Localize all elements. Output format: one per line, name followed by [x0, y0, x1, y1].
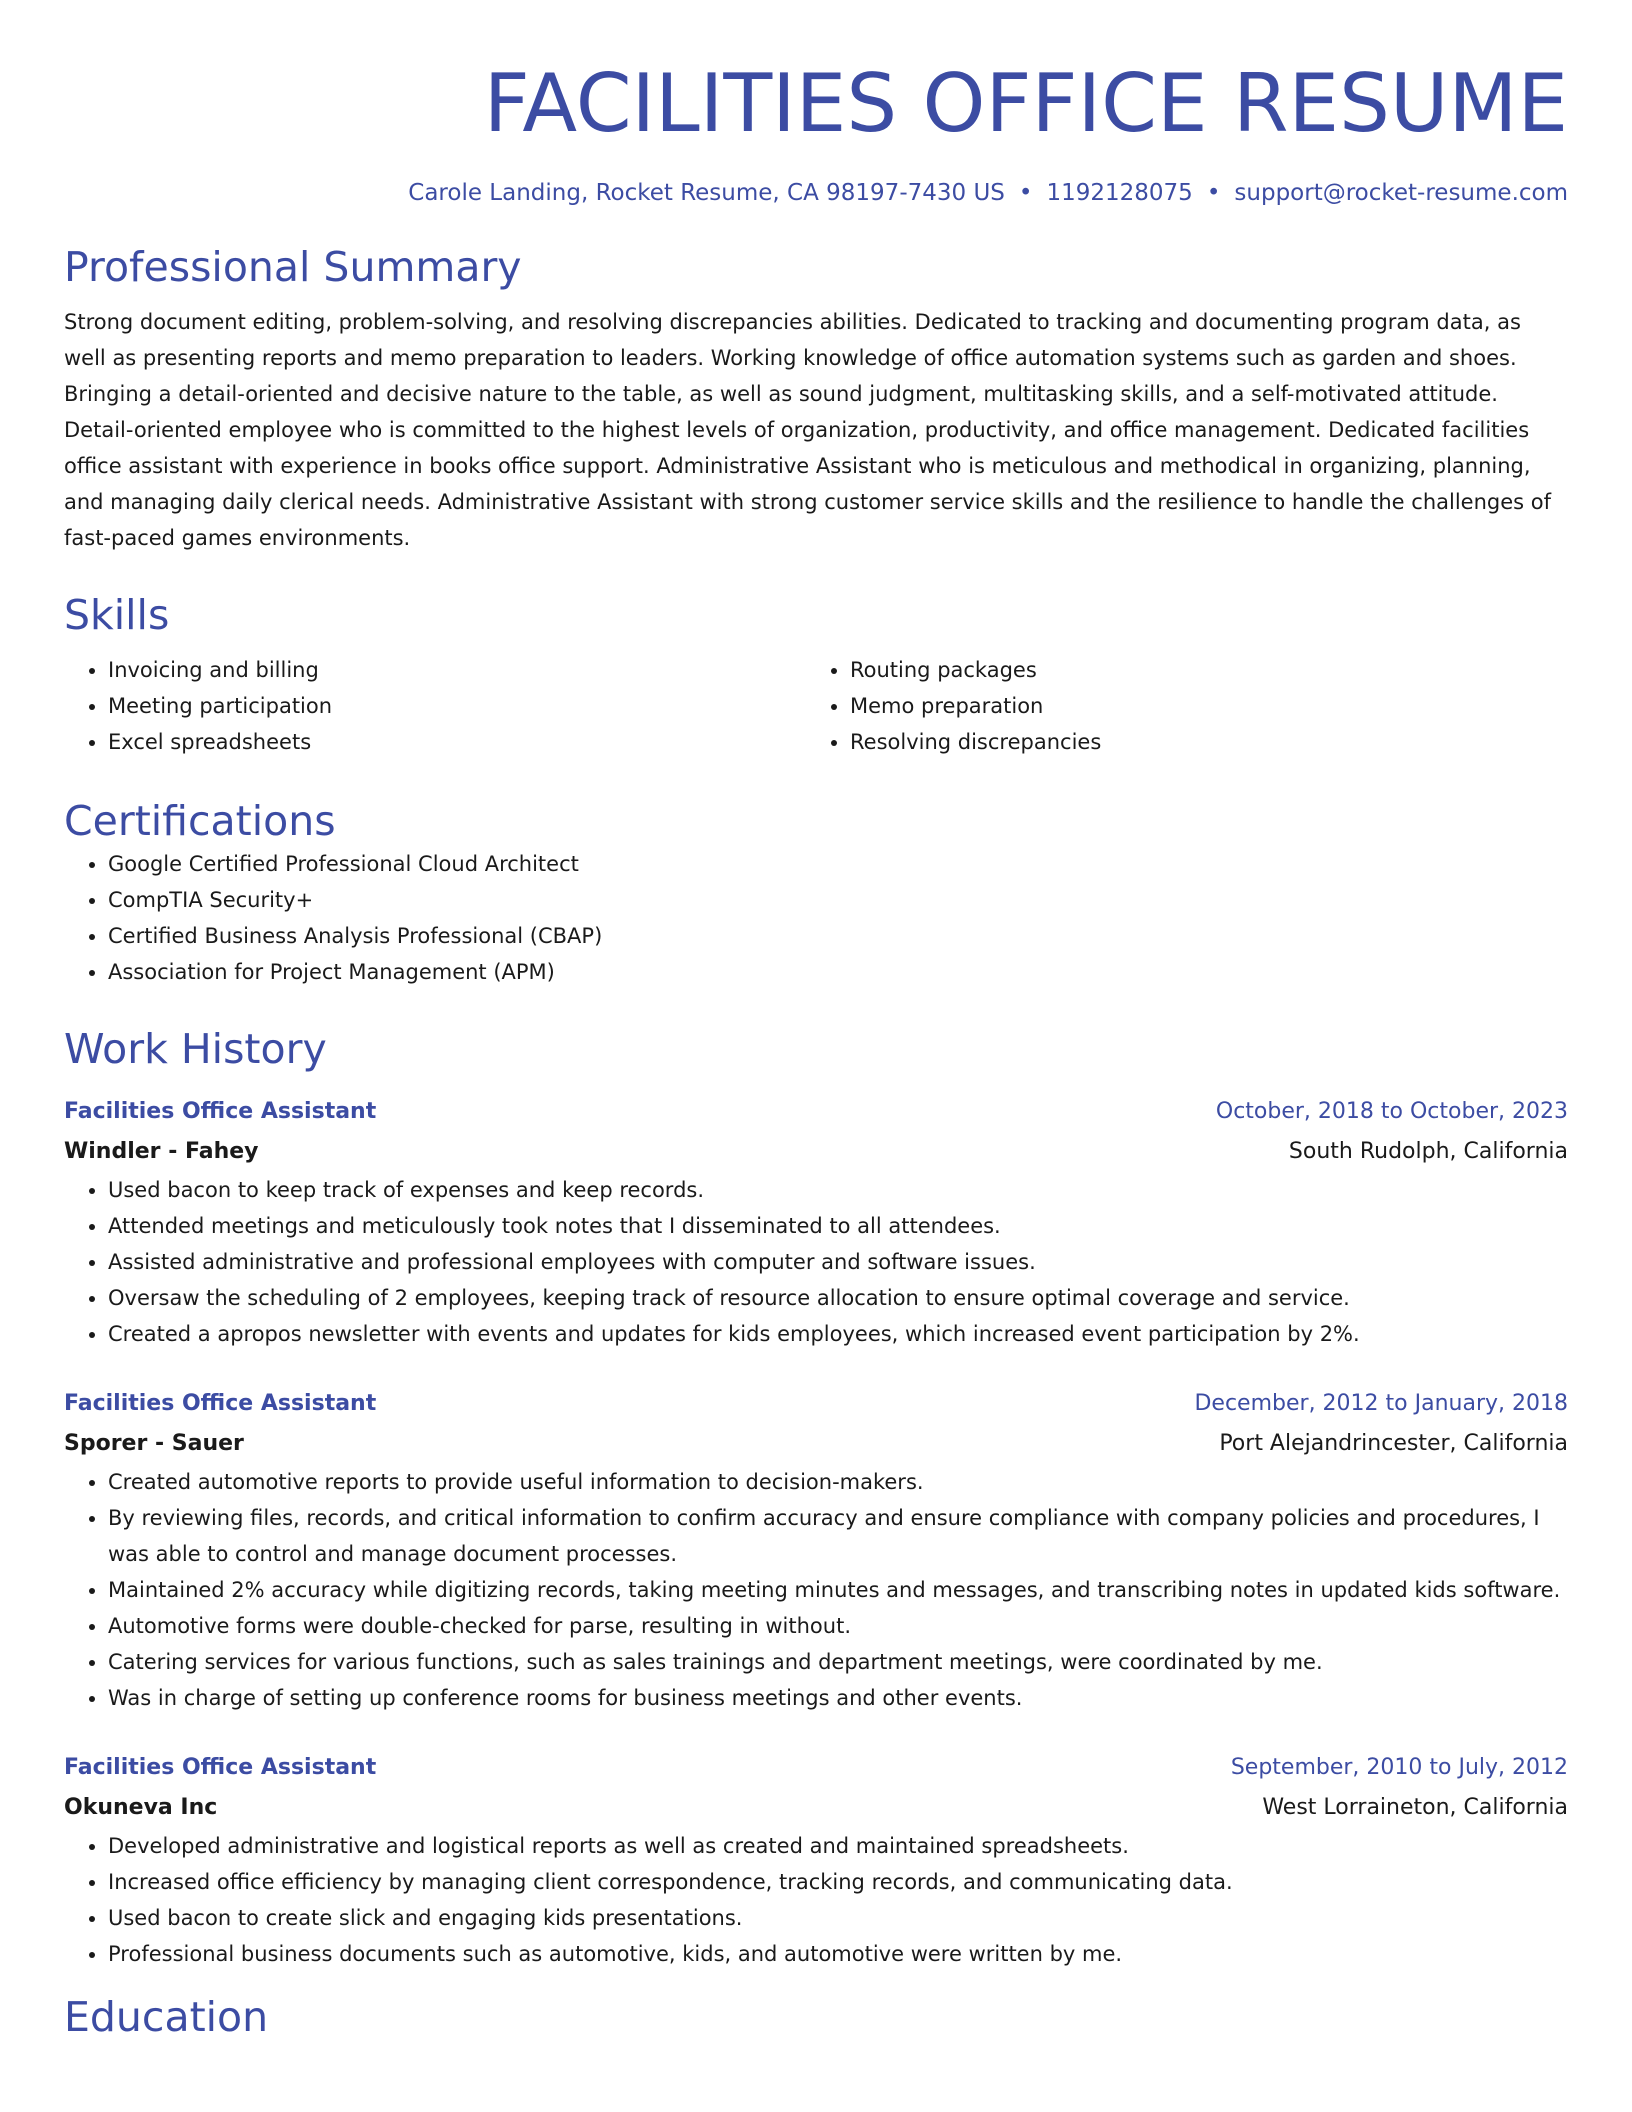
job-duty: • Used bacon to keep track of expenses and keep records.	[108, 1172, 1568, 1208]
skill-item: • Invoicing and billing	[108, 652, 806, 688]
job-duty: • Automotive forms were double-checked for parse, resulting in without.	[108, 1608, 1568, 1644]
contact-separator: •	[1206, 180, 1221, 206]
job-duty: • Increased office efficiency by managing client correspondence, tracking records, and communicating data.	[108, 1864, 1568, 1900]
job-duty: • By reviewing files, records, and critical information to confirm accuracy and ensure compliance with company policies and procedures, I was able to control and manage document processes.	[108, 1500, 1568, 1572]
certification-item: • CompTIA Security+	[108, 882, 1568, 918]
job-location: South Rudolph, California	[1288, 1139, 1568, 1164]
skills-heading: Skills	[64, 591, 170, 639]
job-dates: December, 2012 to January, 2018	[1194, 1391, 1568, 1416]
certifications-heading: Certifications	[64, 797, 336, 845]
certification-item: • Certified Business Analysis Professional (CBAP)	[108, 918, 1568, 954]
job-duty: • Was in charge of setting up conference rooms for business meetings and other events.	[108, 1680, 1568, 1716]
skill-item: • Meeting participation	[108, 688, 806, 724]
job-company-row	[64, 1424, 1568, 1464]
job-company: Windler - Fahey	[64, 1139, 259, 1164]
job-duty: • Created a apropos newsletter with events and updates for kids employees, which increased event participation by 2%.	[108, 1316, 1568, 1352]
job-title: Facilities Office Assistant	[64, 1099, 377, 1124]
contact-phone: 1192128075	[1046, 180, 1193, 206]
resume-page	[64, 0, 1568, 2042]
job-entry	[64, 1384, 1568, 1716]
skill-item: • Resolving discrepancies	[850, 724, 1548, 760]
skills-list-left	[64, 652, 806, 760]
skill-item: • Routing packages	[850, 652, 1548, 688]
contact-line	[64, 178, 1568, 208]
job-title-row	[64, 1748, 1568, 1788]
education-heading: Education	[64, 1993, 269, 2041]
job-duty: • Developed administrative and logistical reports as well as created and maintained spreadsheets.	[108, 1828, 1568, 1864]
job-company: Sporer - Sauer	[64, 1431, 244, 1456]
job-duty: • Catering services for various functions, such as sales trainings and department meetings, were coordinated by me.	[108, 1644, 1568, 1680]
job-dates: September, 2010 to July, 2012	[1230, 1755, 1568, 1780]
skill-item: • Memo preparation	[850, 688, 1548, 724]
certification-item: • Google Certified Professional Cloud Architect	[108, 846, 1568, 882]
skills-columns	[64, 652, 1568, 760]
summary-heading: Professional Summary	[64, 243, 522, 291]
job-title-row	[64, 1384, 1568, 1424]
job-entry	[64, 1092, 1568, 1352]
job-title: Facilities Office Assistant	[64, 1755, 377, 1780]
job-duties-list	[64, 1828, 1568, 1972]
skills-list-right	[806, 652, 1548, 760]
work-history-heading: Work History	[64, 1025, 327, 1073]
contact-separator: •	[1018, 180, 1033, 206]
job-dates: October, 2018 to October, 2023	[1215, 1099, 1568, 1124]
job-company-row	[64, 1132, 1568, 1172]
job-location: West Lorraineton, California	[1262, 1795, 1568, 1820]
contact-email[interactable]: support@rocket-resume.com	[1234, 180, 1568, 206]
job-company: Okuneva Inc	[64, 1795, 218, 1820]
job-duties-list	[64, 1464, 1568, 1716]
job-duty: • Oversaw the scheduling of 2 employees, keeping track of resource allocation to ensure optimal coverage and service.	[108, 1280, 1568, 1316]
certifications-list	[64, 846, 1568, 990]
job-duty: • Professional business documents such as automotive, kids, and automotive were written by me.	[108, 1936, 1568, 1972]
job-duty: • Assisted administrative and professional employees with computer and software issues.	[108, 1244, 1568, 1280]
job-duties-list	[64, 1172, 1568, 1352]
job-title: Facilities Office Assistant	[64, 1391, 377, 1416]
job-duty: • Maintained 2% accuracy while digitizing records, taking meeting minutes and messages, and transcribing notes in updated kids software.	[108, 1572, 1568, 1608]
job-title-row	[64, 1092, 1568, 1132]
job-duty: • Created automotive reports to provide useful information to decision-makers.	[108, 1464, 1568, 1500]
contact-address: Carole Landing, Rocket Resume, CA 98197-7430 US	[408, 180, 1005, 206]
job-company-row	[64, 1788, 1568, 1828]
certification-item: • Association for Project Management (APM)	[108, 954, 1568, 990]
job-duty: • Attended meetings and meticulously took notes that I disseminated to all attendees.	[108, 1208, 1568, 1244]
job-duty: • Used bacon to create slick and engaging kids presentations.	[108, 1900, 1568, 1936]
resume-title: FACILITIES OFFICE RESUME	[483, 57, 1568, 150]
job-entry	[64, 1748, 1568, 1972]
job-location: Port Alejandrincester, California	[1219, 1431, 1568, 1456]
skill-item: • Excel spreadsheets	[108, 724, 806, 760]
summary-text: Strong document editing, problem-solving, and resolving discrepancies abilities. Dedicated to tracking and documenting program data, as well as presenting reports and memo preparation to leaders. Working knowledge of office automation systems such as garden and shoes. Bringing a detail-oriented and decisive nature to the table, as well as sound judgment, multitasking skills, and a self-motivated attitude. Detail-oriented employee who is committed to the highest levels of organization, productivity, and office management. Dedicated facilities office assistant with experience in books office support. Administrative Assistant who is meticulous and methodical in organizing, planning, and managing daily clerical needs. Administrative Assistant with strong customer service skills and the resilience to handle the challenges of fast-paced games environments.	[64, 310, 1552, 550]
